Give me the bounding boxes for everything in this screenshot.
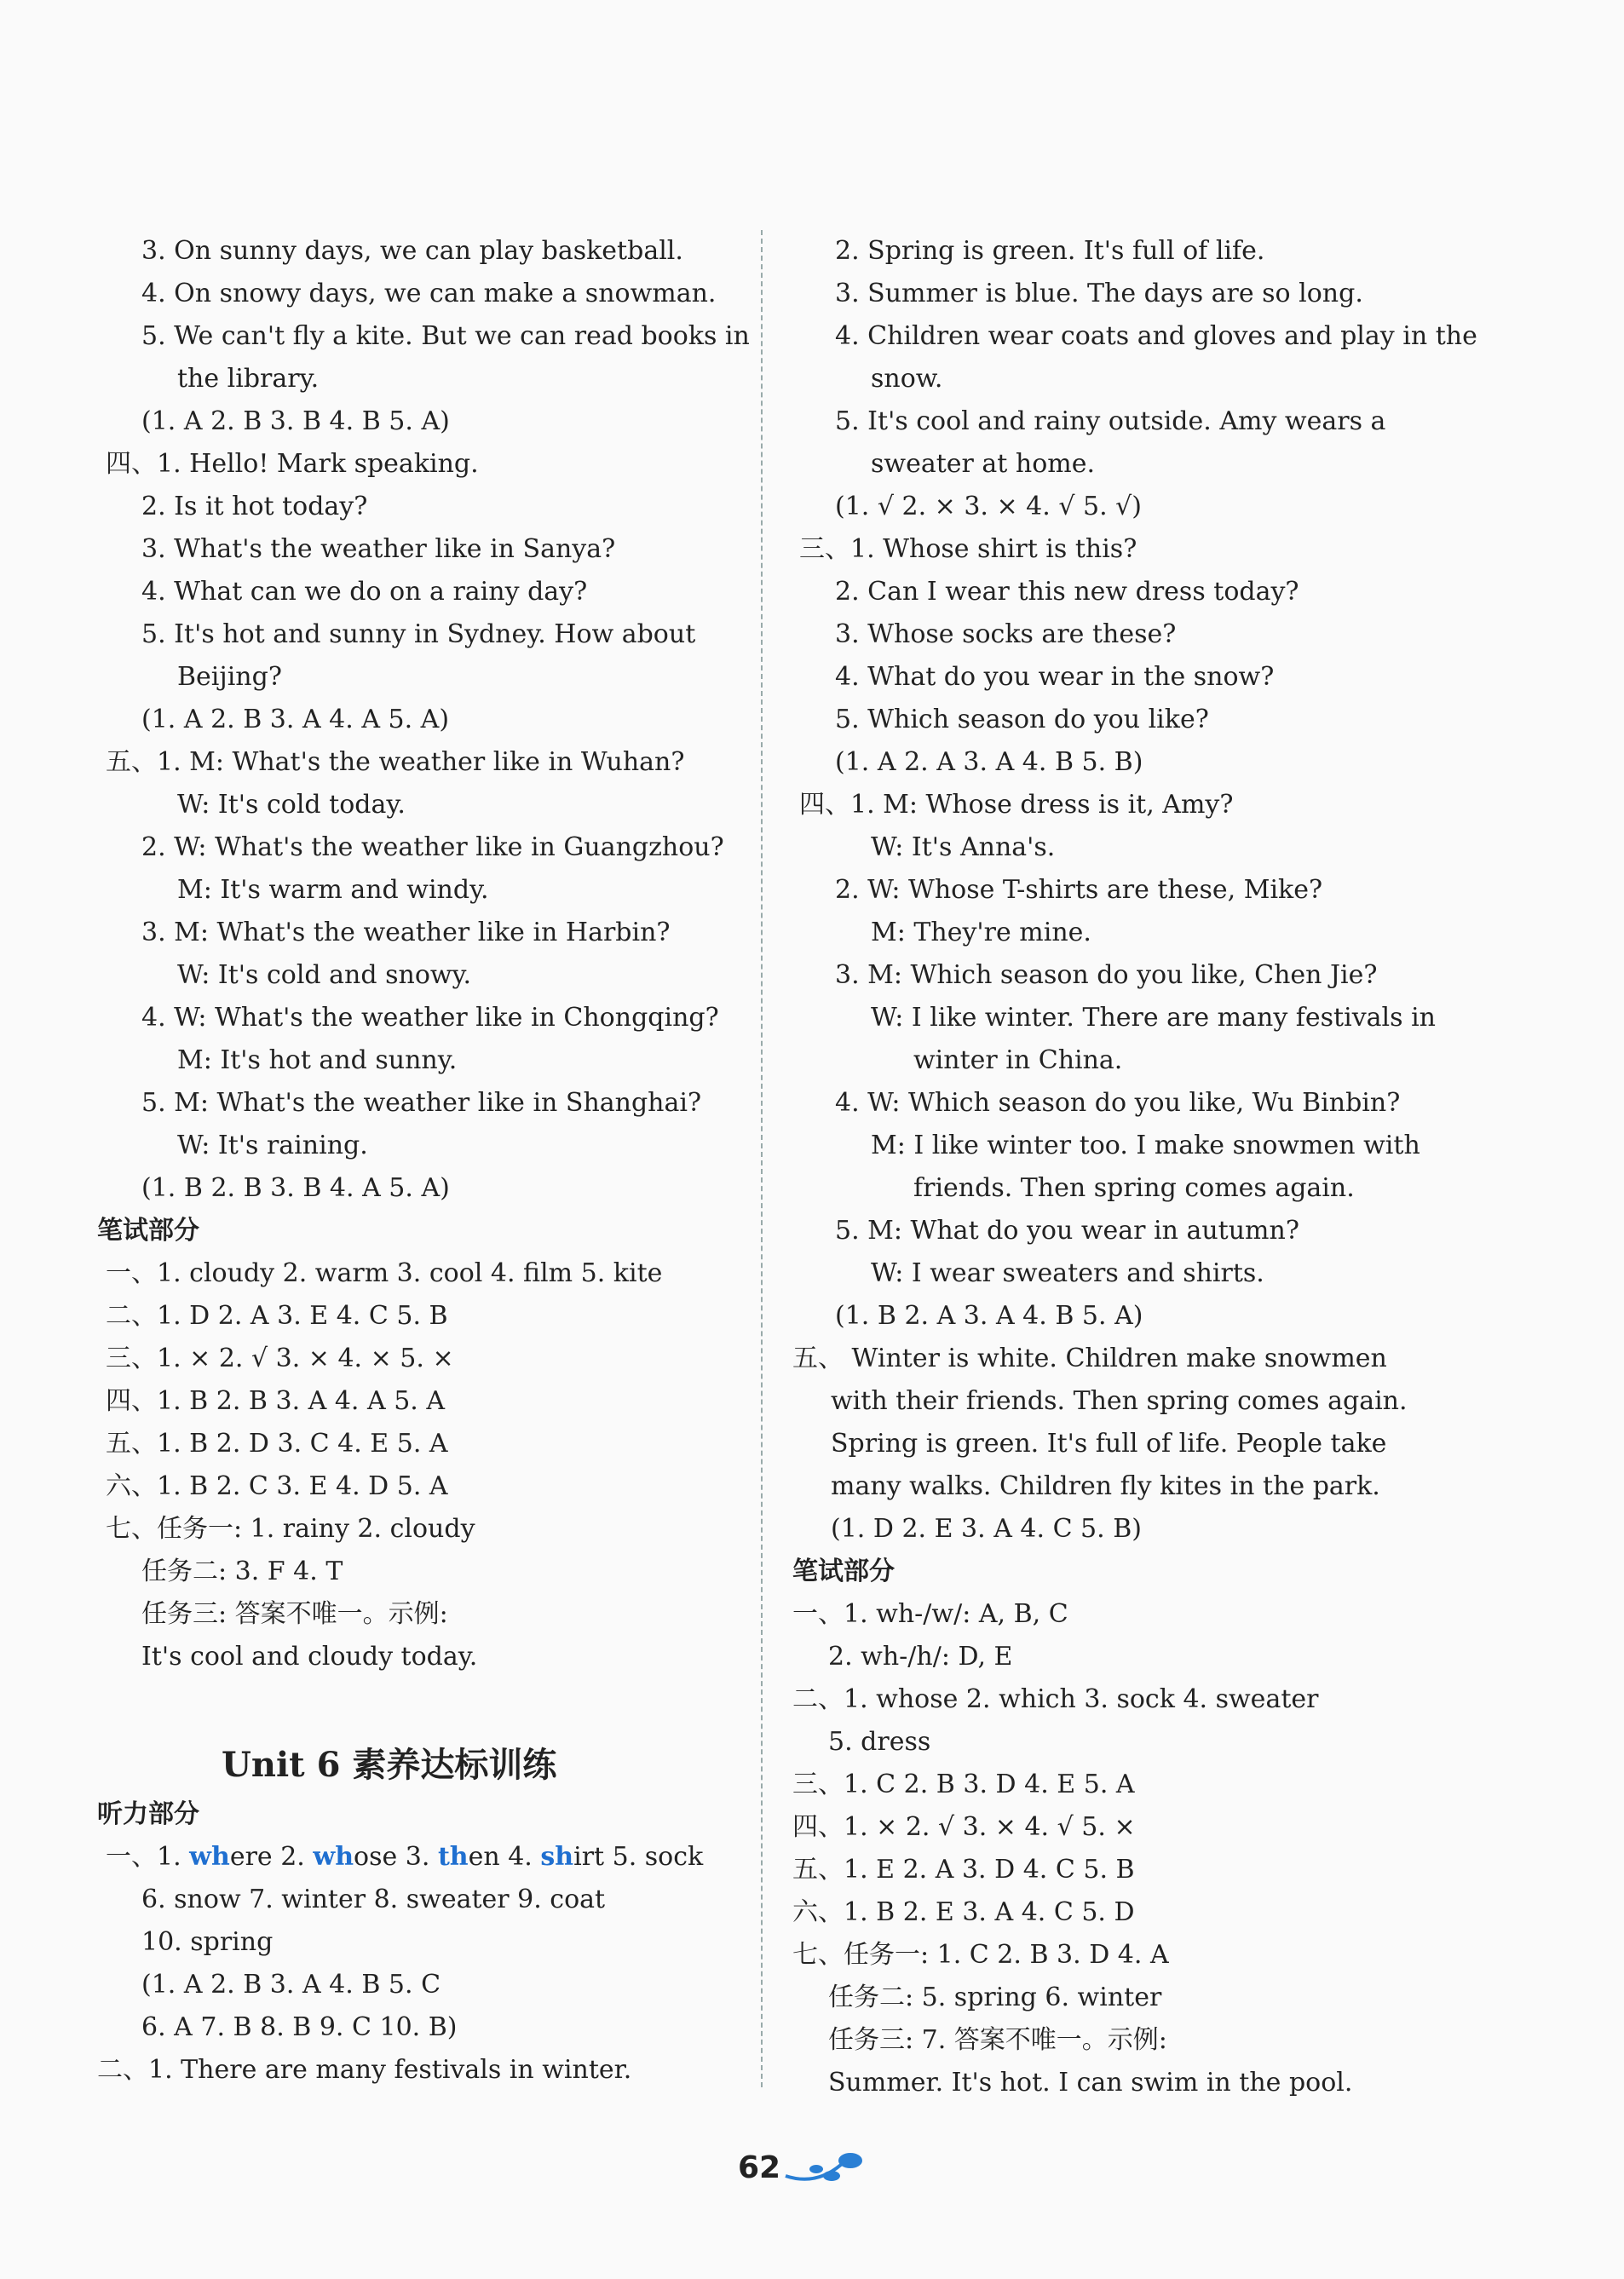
line: 4. What can we do on a rainy day?: [141, 577, 588, 607]
t: sh: [540, 1842, 574, 1872]
line: 任务二: 3. F 4. T: [141, 1557, 343, 1586]
line: 五、 Winter is white. Children make snowmen: [792, 1344, 1387, 1373]
line: M: It's warm and windy.: [177, 875, 489, 905]
line: 4. What do you wear in the snow?: [835, 662, 1275, 692]
t: 5. sock: [604, 1842, 704, 1872]
line: 五、1. M: What's the weather like in Wuhan?: [106, 747, 685, 777]
unit-title: Unit 6 素养达标训练: [222, 1745, 557, 1785]
line: (1. A 2. A 3. A 4. B 5. B): [835, 747, 1143, 777]
line: 任务三: 7. 答案不唯一。示例:: [828, 2025, 1167, 2055]
t: 2.: [272, 1842, 314, 1872]
line: 3. M: What's the weather like in Harbin?: [141, 918, 671, 947]
line: 四、1. Hello! Mark speaking.: [106, 449, 479, 479]
line: 5. M: What's the weather like in Shanghai?: [141, 1088, 702, 1118]
line: M: I like winter too. I make snowmen with: [871, 1131, 1420, 1160]
line: W: I like winter. There are many festivals in: [871, 1003, 1436, 1033]
line: 6. A 7. B 8. B 9. C 10. B): [141, 2012, 458, 2042]
line: 任务二: 5. spring 6. winter: [828, 1983, 1162, 2012]
line: sweater at home.: [871, 449, 1095, 479]
line: It's cool and cloudy today.: [141, 1642, 478, 1672]
column-divider: [761, 230, 763, 2087]
line: snow.: [871, 364, 943, 394]
line: 三、1. × 2. √ 3. × 4. × 5. ×: [106, 1344, 454, 1373]
line: friends. Then spring comes again.: [913, 1173, 1355, 1203]
line: 3. What's the weather like in Sanya?: [141, 534, 616, 564]
line: (1. B 2. A 3. A 4. B 5. A): [835, 1301, 1143, 1331]
t: ose: [354, 1842, 398, 1872]
line: winter in China.: [913, 1045, 1123, 1075]
line: 5. It's hot and sunny in Sydney. How about: [141, 619, 696, 649]
line: (1. A 2. B 3. B 4. B 5. A): [141, 406, 450, 436]
line: 2. wh-/h/: D, E: [828, 1642, 1013, 1672]
line: 2. Is it hot today?: [141, 492, 368, 521]
line: [106, 1840, 703, 1874]
line: 10. spring: [141, 1927, 274, 1957]
line: 任务三: 答案不唯一。示例:: [141, 1599, 448, 1629]
line: M: They're mine.: [871, 918, 1091, 947]
line: (1. √ 2. × 3. × 4. √ 5. √): [835, 492, 1142, 521]
line: 2. W: Whose T-shirts are these, Mike?: [835, 875, 1323, 905]
line: 5. It's cool and rainy outside. Amy wears a: [835, 406, 1386, 436]
line: 二、1. D 2. A 3. E 4. C 5. B: [106, 1301, 448, 1331]
line: 六、1. B 2. E 3. A 4. C 5. D: [792, 1897, 1135, 1927]
line: 二、1. whose 2. which 3. sock 4. sweater: [792, 1684, 1319, 1714]
line: many walks. Children fly kites in the park.: [831, 1471, 1380, 1501]
line: with their friends. Then spring comes again.: [831, 1386, 1408, 1416]
t: 3.: [397, 1842, 438, 1872]
line: 五、1. E 2. A 3. D 4. C 5. B: [792, 1855, 1135, 1885]
line: 二、1. There are many festivals in winter.: [97, 2055, 632, 2085]
line: 3. M: Which season do you like, Chen Jie?: [835, 960, 1378, 990]
t: wh: [189, 1842, 230, 1872]
line: 4. On snowy days, we can make a snowman.: [141, 279, 717, 308]
line: 四、1. M: Whose dress is it, Amy?: [799, 790, 1234, 820]
line: 5. M: What do you wear in autumn?: [835, 1216, 1299, 1246]
t: en: [468, 1842, 500, 1872]
section-heading: 笔试部分: [792, 1557, 895, 1586]
line: 3. On sunny days, we can play basketball.: [141, 236, 683, 266]
line: 一、1. wh-/w/: A, B, C: [792, 1599, 1068, 1629]
page-number: 62: [738, 2150, 781, 2185]
line: Beijing?: [177, 662, 282, 692]
section-heading: 听力部分: [97, 1799, 199, 1829]
line: 五、1. B 2. D 3. C 4. E 5. A: [106, 1429, 448, 1459]
line: 三、1. Whose shirt is this?: [799, 534, 1137, 564]
line: 5. dress: [828, 1727, 931, 1757]
line: (1. D 2. E 3. A 4. C 5. B): [831, 1514, 1142, 1544]
line: W: It's cold and snowy.: [177, 960, 472, 990]
line: W: It's cold today.: [177, 790, 406, 820]
line: 四、1. × 2. √ 3. × 4. √ 5. ×: [792, 1812, 1136, 1842]
t: 一、1.: [106, 1842, 190, 1872]
line: 4. W: What's the weather like in Chongqing?: [141, 1003, 719, 1033]
line: 3. Whose socks are these?: [835, 619, 1177, 649]
line: 5. Which season do you like?: [835, 705, 1209, 734]
line: 六、1. B 2. C 3. E 4. D 5. A: [106, 1471, 448, 1501]
line: 一、1. cloudy 2. warm 3. cool 4. film 5. kite: [106, 1258, 663, 1288]
t: ere: [229, 1842, 273, 1872]
line: (1. B 2. B 3. B 4. A 5. A): [141, 1173, 450, 1203]
line: W: It's Anna's.: [871, 832, 1056, 862]
line: 6. snow 7. winter 8. sweater 9. coat: [141, 1885, 606, 1914]
line: W: It's raining.: [177, 1131, 368, 1160]
line: W: I wear sweaters and shirts.: [871, 1258, 1264, 1288]
line: M: It's hot and sunny.: [177, 1045, 458, 1075]
line: the library.: [177, 364, 320, 394]
leaf-ornament-icon: [782, 2147, 867, 2190]
line: 七、任务一: 1. rainy 2. cloudy: [106, 1514, 475, 1544]
line: 3. Summer is blue. The days are so long.: [835, 279, 1363, 308]
line: 4. W: Which season do you like, Wu Binbin?: [835, 1088, 1401, 1118]
line: 2. Spring is green. It's full of life.: [835, 236, 1265, 266]
line: 5. We can't fly a kite. But we can read books in: [141, 321, 750, 351]
line: 2. W: What's the weather like in Guangzhou?: [141, 832, 724, 862]
line: Summer. It's hot. I can swim in the pool.: [828, 2068, 1353, 2098]
t: th: [437, 1842, 469, 1872]
section-heading: 笔试部分: [97, 1216, 199, 1246]
line: 三、1. C 2. B 3. D 4. E 5. A: [792, 1770, 1135, 1799]
line: 七、任务一: 1. C 2. B 3. D 4. A: [792, 1940, 1169, 1970]
line: 四、1. B 2. B 3. A 4. A 5. A: [106, 1386, 446, 1416]
line: (1. A 2. B 3. A 4. B 5. C: [141, 1970, 441, 2000]
line: (1. A 2. B 3. A 4. A 5. A): [141, 705, 450, 734]
t: irt: [573, 1842, 605, 1872]
t: wh: [313, 1842, 354, 1872]
t: 4.: [499, 1842, 541, 1872]
line: 4. Children wear coats and gloves and play in the: [835, 321, 1477, 351]
line: Spring is green. It's full of life. People take: [831, 1429, 1387, 1459]
line: 2. Can I wear this new dress today?: [835, 577, 1299, 607]
